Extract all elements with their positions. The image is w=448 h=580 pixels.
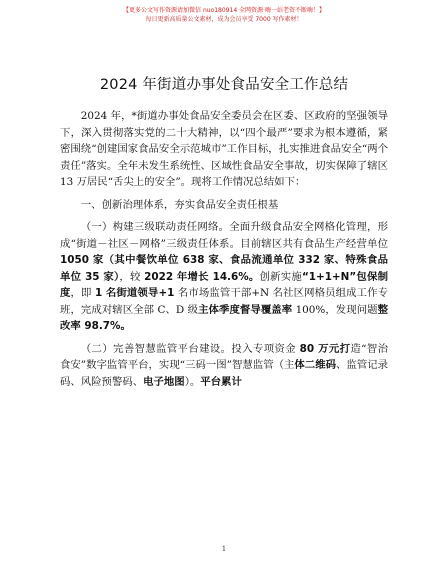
text-run: ，较	[119, 270, 145, 283]
text-run: 创新实施	[259, 270, 302, 283]
section-heading-1: 一、创新治理体系，夯实食品安全责任根基	[80, 198, 279, 211]
text-run: ，即	[70, 287, 95, 299]
text-run: 名市场监管干部+N 名社区网格员组成工作专班，完成对辖区全部 C、D 级	[60, 287, 389, 316]
bold-run: “1+1+N”包保制度	[60, 270, 389, 299]
bold-run: 体二维码	[294, 359, 337, 371]
document-body	[60, 108, 388, 390]
bold-run: 1 名街道领导+1	[94, 287, 175, 299]
text-run: （二）完善智慧监管平台建设。投入专项资金	[80, 342, 300, 355]
document-title: 2024 年街道办事处食品安全工作总结	[99, 77, 349, 93]
bold-run: 主体季度督导覆盖率	[198, 303, 293, 316]
text-run: 造“智治食安”数字监管平台，实现“三码一图”智慧监管（主	[60, 342, 388, 371]
promo-line-2: 每日更新高质量公文素材，成为会员享受 7000 写作素材！	[145, 16, 303, 23]
text-run: 100%，发现问题	[292, 303, 378, 316]
intro-paragraph: 2024 年，*街道办事处食品安全委员会在区委、区政府的坚强领导下，深入贯彻落实党的二十大精神，以“四个最严”要求为根本遵循，紧密围绕“创建国家食品安全示范城市”工作目标，扎实推进食品安全“两个责任”落实。全年未发生系统性、区域性食品安全事故，切实保障了辖区 13 万居民“舌尖上的安全”。现将工作情况总结如下：	[60, 110, 388, 188]
paragraph-responsibility-network	[60, 219, 388, 335]
bold-run: 2022 年增长 14.6%。	[144, 270, 260, 283]
bold-run: 整改率 98.7%。	[60, 303, 389, 332]
paragraph-smart-platform	[60, 341, 388, 391]
bold-run: 平台累计	[200, 375, 242, 388]
promo-line-1: 【更多公文写作资源请加微信 nuo180914 全网资源·嗨一站老资不断嗨！】	[123, 7, 325, 14]
bold-run: 1050 家（其中餐饮单位 638 家、食品流通单位 332 家、特殊食品单位 35 家）	[60, 254, 388, 283]
text-run: 、监管记录码、风险预警码、	[60, 359, 389, 388]
promo-banner	[0, 6, 448, 24]
page-number: 1	[221, 545, 227, 553]
bold-run: 电子地图	[143, 375, 185, 388]
bold-run: 80 万元打	[299, 342, 351, 355]
text-run: ）。	[184, 375, 201, 388]
text-run: （一）构建三级联动责任网络。全面升级食品安全网格化管理，形成“街道－社区－网格”三级责任体系。目前辖区共有食品生产经营单位	[60, 221, 388, 250]
